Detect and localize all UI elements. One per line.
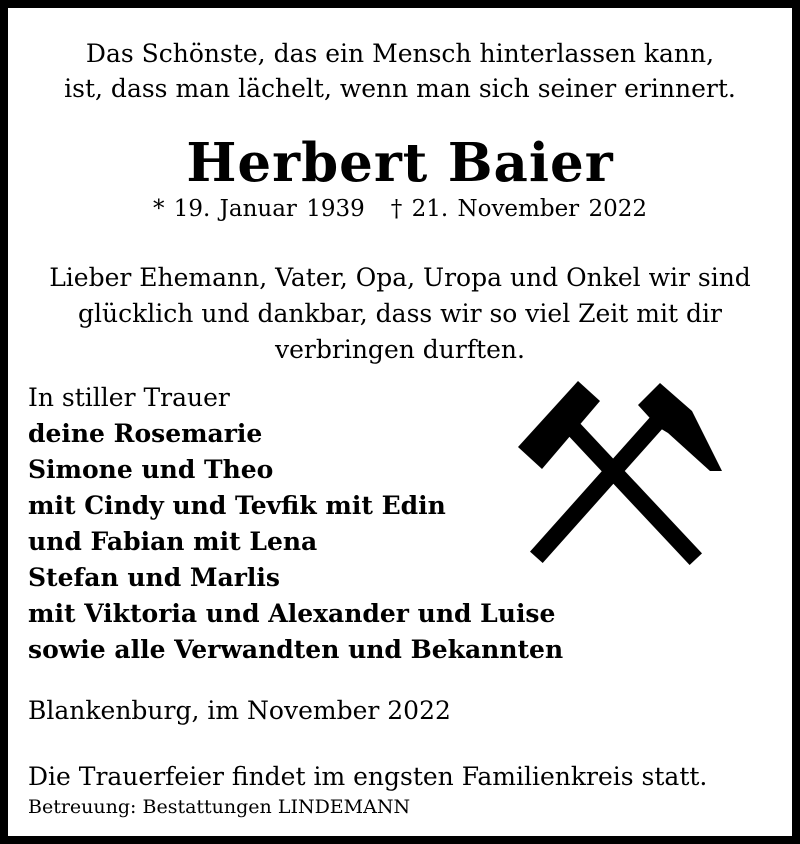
memorial-quote: [8, 36, 792, 106]
funeral-home: Betreuung: Bestattungen LINDEMANN: [28, 796, 411, 818]
message-line: Lieber Ehemann, Vater, Opa, Uropa und Onkel wir sind: [49, 263, 751, 292]
mourner-row: und Fabian mit Lena: [28, 527, 318, 556]
mourner-row: deine Rosemarie: [28, 419, 263, 448]
mourner-row: mit Viktoria und Alexander und Luise: [28, 599, 556, 628]
quote-line: ist, dass man lächelt, wenn man sich seiner erinnert.: [64, 74, 736, 103]
death-date: † 21. November 2022: [390, 196, 648, 222]
quote-line: Das Schönste, das ein Mensch hinterlassen kann,: [85, 39, 715, 68]
hammer-and-pick-icon: [508, 375, 728, 575]
deceased-name: Herbert Baier: [186, 132, 614, 194]
mourner-row: mit Cindy und Tevfik mit Edin: [28, 491, 446, 520]
life-dates: [8, 194, 792, 224]
mourner-row: sowie alle Verwandten und Bekannten: [28, 635, 564, 664]
farewell-message: [8, 260, 792, 368]
mourner-row: Simone und Theo: [28, 455, 274, 484]
message-line: verbringen durften.: [275, 335, 525, 364]
mourners-list: [28, 380, 563, 668]
mourners-lead: In stiller Trauer: [28, 383, 230, 412]
birth-date: * 19. Januar 1939: [152, 196, 365, 222]
message-line: glücklich und dankbar, dass wir so viel Zeit mit dir: [78, 299, 722, 328]
ceremony-note: Die Trauerfeier findet im engsten Familienkreis statt.: [28, 762, 708, 791]
mourner-row: Stefan und Marlis: [28, 563, 280, 592]
place-and-date: Blankenburg, im November 2022: [28, 696, 451, 725]
